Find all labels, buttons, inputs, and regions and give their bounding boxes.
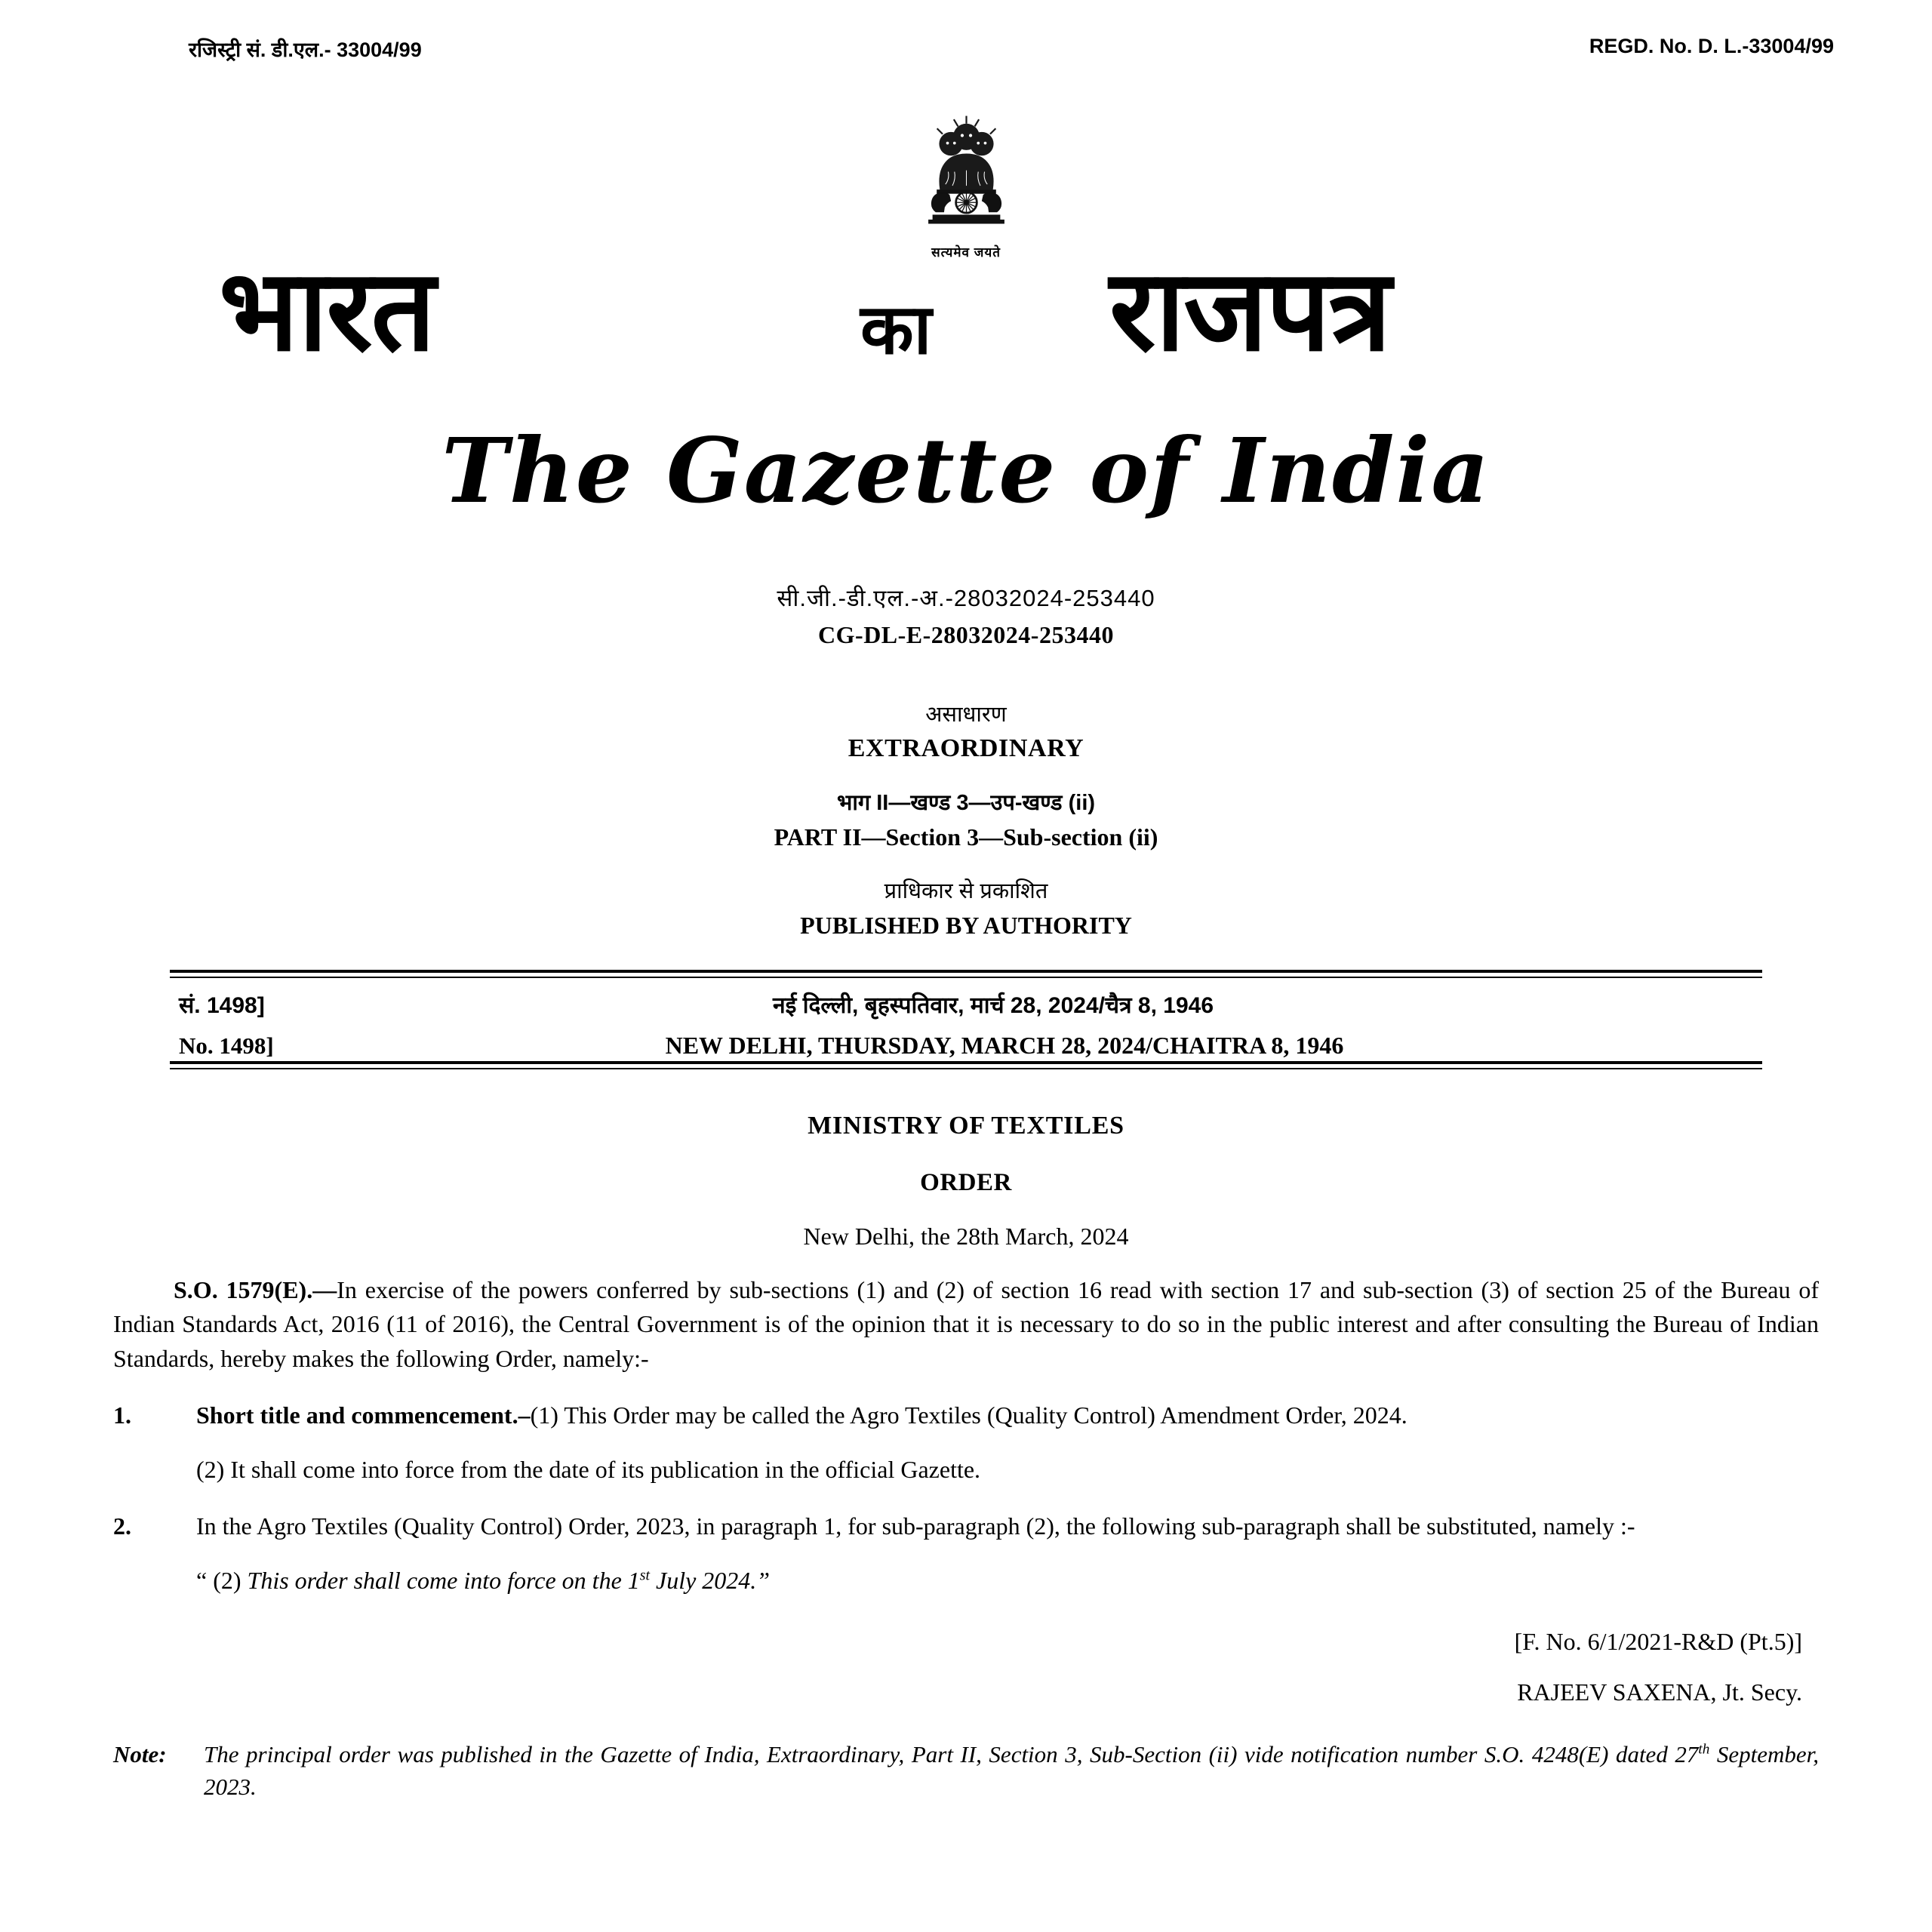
masthead-hindi-title — [0, 106, 1932, 405]
file-number: [F. No. 6/1/2021-R&D (Pt.5)] — [1514, 1627, 1802, 1655]
clause-2-text: In the Agro Textiles (Quality Control) Order, 2023, in paragraph 1, for sub-paragraph (2), the following sub-paragraph shall be substituted, namely :- — [196, 1512, 1635, 1540]
cg-dl-block — [0, 582, 1932, 649]
published-english: PUBLISHED BY AUTHORITY — [800, 912, 1132, 939]
issue-date-hindi: नई दिल्ली, बृहस्पतिवार, मार्च 28, 2024/चैत्र 8, 1946 — [773, 993, 1214, 1018]
rule-bottom — [170, 1061, 1762, 1069]
clause-2-number: 2. — [113, 1512, 131, 1540]
registry-number-english: REGD. No. D. L.-33004/99 — [1589, 35, 1834, 57]
note-label: Note: — [113, 1740, 167, 1767]
quote-text-b: July 2024.” — [650, 1566, 771, 1594]
ministry-heading: MINISTRY OF TEXTILES — [808, 1112, 1124, 1140]
issue-row-english — [170, 1021, 1762, 1061]
registry-number-hindi: रजिस्ट्री सं. डी.एल.- 33004/99 — [189, 38, 422, 61]
issue-row-hindi — [170, 978, 1762, 1021]
part-english: PART II—Section 3—Sub-section (ii) — [774, 823, 1158, 851]
part-hindi: भाग II—खण्ड 3—उप-खण्ड (ii) — [836, 791, 1096, 815]
order-heading: ORDER — [920, 1169, 1012, 1196]
clause-1 — [113, 1398, 1819, 1432]
notification-body — [113, 1112, 1819, 1803]
issue-block — [170, 970, 1762, 1069]
clause-1-content — [196, 1398, 1819, 1432]
signature-block — [113, 1628, 1819, 1706]
rule-top — [170, 970, 1762, 978]
classification-block — [0, 699, 1932, 940]
masthead-hindi-word-3: राजपत्र — [1109, 247, 1390, 374]
note-text-a: The principal order was published in the Gazette of India, Extraordinary, Part II, Section 3, Sub-Section (ii) vide notification number S.O. 4248(E) dated 27 — [204, 1740, 1699, 1767]
note-text — [204, 1738, 1819, 1804]
issue-number-hindi: सं. 1498] — [179, 993, 265, 1018]
masthead-english-title: The Gazette of India — [441, 418, 1491, 523]
clause-2 — [113, 1509, 1819, 1543]
so-number: S.O. 1579(E).— — [174, 1276, 337, 1303]
cg-dl-english: CG-DL-E-28032024-253440 — [818, 621, 1114, 648]
clause-1-number: 1. — [113, 1401, 131, 1429]
note-text-b: September, 2023. — [204, 1740, 1819, 1801]
issue-number-english: No. 1498] — [179, 1032, 274, 1059]
registry-row — [0, 0, 1932, 63]
emblem-motto: सत्यमेव जयते — [931, 245, 1001, 260]
masthead-hindi-word-2: का — [860, 291, 931, 368]
masthead-hindi-word-1: भारत — [219, 247, 435, 374]
substituted-subparagraph — [196, 1567, 1819, 1595]
masthead — [0, 106, 1932, 523]
clause-1-subparagraph: (2) It shall come into force from the date of its publication in the official Gazette. — [196, 1455, 981, 1483]
extraordinary-hindi: असाधारण — [925, 703, 1007, 727]
issue-date-english: NEW DELHI, THURSDAY, MARCH 28, 2024/CHAITRA 8, 1946 — [665, 1032, 1344, 1059]
clause-1-text: (1) This Order may be called the Agro Textiles (Quality Control) Amendment Order, 2024. — [530, 1401, 1407, 1429]
place-and-date: New Delhi, the 28th March, 2024 — [803, 1223, 1129, 1250]
clause-1-heading: Short title and commencement.– — [196, 1401, 531, 1429]
preamble-paragraph — [113, 1273, 1819, 1376]
extraordinary-english: EXTRAORDINARY — [848, 734, 1084, 762]
quote-text-a: This order shall come into force on the 1 — [247, 1566, 640, 1594]
preamble-text: In exercise of the powers conferred by sub-sections (1) and (2) of section 16 read with section 17 and sub-section (3) of section 25 of the Bureau of Indian Standards Act, 2016 (11 of 2016), the Central Government is of the opinion that it is necessary to do so in the public interest and after consulting the Bureau of Indian Standards, hereby makes the following Order, namely:- — [113, 1276, 1820, 1372]
quote-superscript: st — [639, 1566, 650, 1583]
cg-dl-hindi: सी.जी.-डी.एल.-अ.-28032024-253440 — [777, 585, 1155, 611]
signatory-name: RAJEEV SAXENA, Jt. Secy. — [1517, 1678, 1802, 1706]
note-block — [113, 1738, 1819, 1804]
note-superscript: th — [1698, 1741, 1710, 1758]
quote-prefix: “ (2) — [196, 1566, 248, 1594]
published-hindi: प्राधिकार से प्रकाशित — [884, 879, 1048, 903]
